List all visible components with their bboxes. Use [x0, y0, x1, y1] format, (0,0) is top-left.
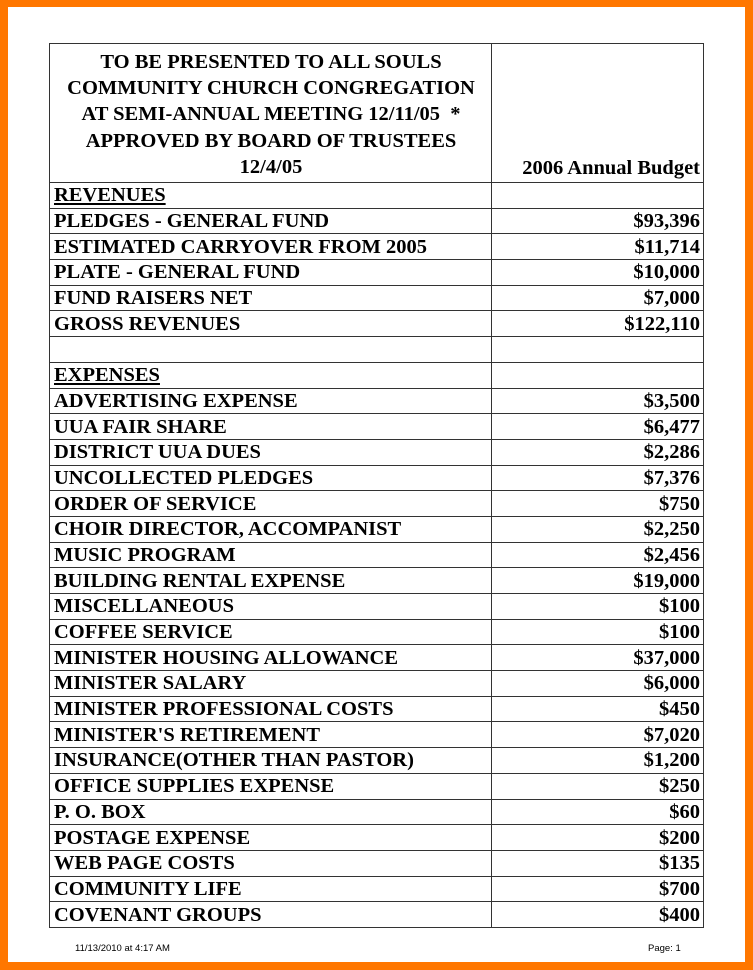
- row-amount: [492, 337, 704, 363]
- item-label: INSURANCE(OTHER THAN PASTOR): [54, 749, 414, 772]
- table-row: [50, 311, 704, 337]
- item-label: PLATE - GENERAL FUND: [54, 261, 301, 284]
- item-label: MINISTER SALARY: [54, 672, 247, 695]
- table-row: [50, 568, 704, 594]
- row-amount: $122,110: [492, 311, 704, 337]
- row-label: [50, 439, 492, 465]
- row-label: [50, 542, 492, 568]
- row-label: [50, 671, 492, 697]
- row-amount: $7,376: [492, 465, 704, 491]
- section-title: EXPENSES: [54, 364, 160, 387]
- row-label: [50, 362, 492, 388]
- row-amount: $2,456: [492, 542, 704, 568]
- table-row: [50, 491, 704, 517]
- item-label: BUILDING RENTAL EXPENSE: [54, 569, 346, 592]
- table-row: [50, 748, 704, 774]
- row-label: [50, 285, 492, 311]
- item-label: P. O. BOX: [54, 800, 146, 823]
- title-line: APPROVED BY BOARD OF TRUSTEES: [85, 129, 457, 152]
- row-amount: $750: [492, 491, 704, 517]
- table-row: [50, 773, 704, 799]
- title-line: AT SEMI-ANNUAL MEETING 12/11/05 *: [81, 103, 461, 126]
- item-label: POSTAGE EXPENSE: [54, 826, 251, 849]
- item-label: DISTRICT UUA DUES: [54, 441, 261, 464]
- row-label: [50, 183, 492, 209]
- table-row: [50, 799, 704, 825]
- row-label: [50, 645, 492, 671]
- row-label: [50, 465, 492, 491]
- row-amount: $19,000: [492, 568, 704, 594]
- item-label: MINISTER'S RETIREMENT: [54, 723, 320, 746]
- row-label: [50, 876, 492, 902]
- table-row: [50, 542, 704, 568]
- blank-row: [50, 337, 704, 363]
- row-amount: $6,000: [492, 671, 704, 697]
- row-label: [50, 594, 492, 620]
- section-title: REVENUES: [54, 184, 166, 207]
- row-label: [50, 516, 492, 542]
- item-label: ADVERTISING EXPENSE: [54, 389, 298, 412]
- title-line: TO BE PRESENTED TO ALL SOULS: [100, 50, 442, 73]
- item-label: GROSS REVENUES: [54, 312, 241, 335]
- row-amount: $60: [492, 799, 704, 825]
- row-label: [50, 902, 492, 928]
- item-label: CHOIR DIRECTOR, ACCOMPANIST: [54, 518, 402, 541]
- row-amount: $100: [492, 594, 704, 620]
- row-label: [50, 260, 492, 286]
- item-label: COFFEE SERVICE: [54, 621, 233, 644]
- row-amount: $7,000: [492, 285, 704, 311]
- table-row: [50, 825, 704, 851]
- item-label: COVENANT GROUPS: [54, 903, 262, 926]
- section-header-row: [50, 183, 704, 209]
- row-label: [50, 208, 492, 234]
- table-row: [50, 414, 704, 440]
- row-label: [50, 850, 492, 876]
- item-label: ESTIMATED CARRYOVER FROM 2005: [54, 235, 428, 258]
- table-row: [50, 516, 704, 542]
- row-amount: $3,500: [492, 388, 704, 414]
- row-label: [50, 414, 492, 440]
- table-row: [50, 902, 704, 928]
- table-row: [50, 671, 704, 697]
- item-label: COMMUNITY LIFE: [54, 877, 242, 900]
- title-line: COMMUNITY CHURCH CONGREGATION: [67, 77, 475, 100]
- table-row: [50, 594, 704, 620]
- item-label: OFFICE SUPPLIES EXPENSE: [54, 775, 335, 798]
- table-row: [50, 876, 704, 902]
- row-label: [50, 748, 492, 774]
- row-amount: $135: [492, 850, 704, 876]
- row-amount: $10,000: [492, 260, 704, 286]
- item-label: MUSIC PROGRAM: [54, 543, 236, 566]
- row-label: [50, 337, 492, 363]
- item-label: MINISTER PROFESSIONAL COSTS: [54, 698, 394, 721]
- row-label: [50, 825, 492, 851]
- table-row: [50, 696, 704, 722]
- item-label: ORDER OF SERVICE: [54, 492, 257, 515]
- row-amount: $200: [492, 825, 704, 851]
- footer-timestamp: 11/13/2010 at 4:17 AM: [75, 943, 170, 954]
- item-label: UUA FAIR SHARE: [54, 415, 227, 438]
- item-label: UNCOLLECTED PLEDGES: [54, 466, 314, 489]
- document-page: [8, 7, 745, 962]
- row-amount: $250: [492, 773, 704, 799]
- row-label: [50, 311, 492, 337]
- table-row: [50, 388, 704, 414]
- row-amount: $11,714: [492, 234, 704, 260]
- footer-page-number: Page: 1: [648, 943, 681, 954]
- row-label: [50, 388, 492, 414]
- budget-table: [49, 43, 704, 928]
- row-amount: $400: [492, 902, 704, 928]
- row-amount: $37,000: [492, 645, 704, 671]
- row-amount: $2,250: [492, 516, 704, 542]
- document-title: [50, 44, 492, 183]
- row-amount: $700: [492, 876, 704, 902]
- row-amount: $450: [492, 696, 704, 722]
- table-row: [50, 465, 704, 491]
- item-label: WEB PAGE COSTS: [54, 852, 235, 875]
- row-amount: $7,020: [492, 722, 704, 748]
- row-amount: [492, 183, 704, 209]
- item-label: MISCELLANEOUS: [54, 595, 234, 618]
- table-row: [50, 439, 704, 465]
- row-label: [50, 773, 492, 799]
- table-row: [50, 208, 704, 234]
- row-label: [50, 722, 492, 748]
- table-row: [50, 722, 704, 748]
- row-label: [50, 234, 492, 260]
- table-row: [50, 619, 704, 645]
- row-label: [50, 799, 492, 825]
- table-row: [50, 645, 704, 671]
- title-line: 12/4/05: [239, 155, 303, 178]
- row-label: [50, 696, 492, 722]
- row-label: [50, 491, 492, 517]
- table-row: [50, 234, 704, 260]
- item-label: PLEDGES - GENERAL FUND: [54, 210, 330, 233]
- table-row: [50, 285, 704, 311]
- row-amount: $100: [492, 619, 704, 645]
- section-header-row: [50, 362, 704, 388]
- row-amount: $6,477: [492, 414, 704, 440]
- row-amount: $93,396: [492, 208, 704, 234]
- row-amount: [492, 362, 704, 388]
- header-row: [50, 44, 704, 183]
- budget-column-header: 2006 Annual Budget: [492, 44, 704, 183]
- item-label: FUND RAISERS NET: [54, 287, 253, 310]
- table-row: [50, 850, 704, 876]
- row-amount: $2,286: [492, 439, 704, 465]
- item-label: MINISTER HOUSING ALLOWANCE: [54, 646, 399, 669]
- row-label: [50, 619, 492, 645]
- table-row: [50, 260, 704, 286]
- row-amount: $1,200: [492, 748, 704, 774]
- row-label: [50, 568, 492, 594]
